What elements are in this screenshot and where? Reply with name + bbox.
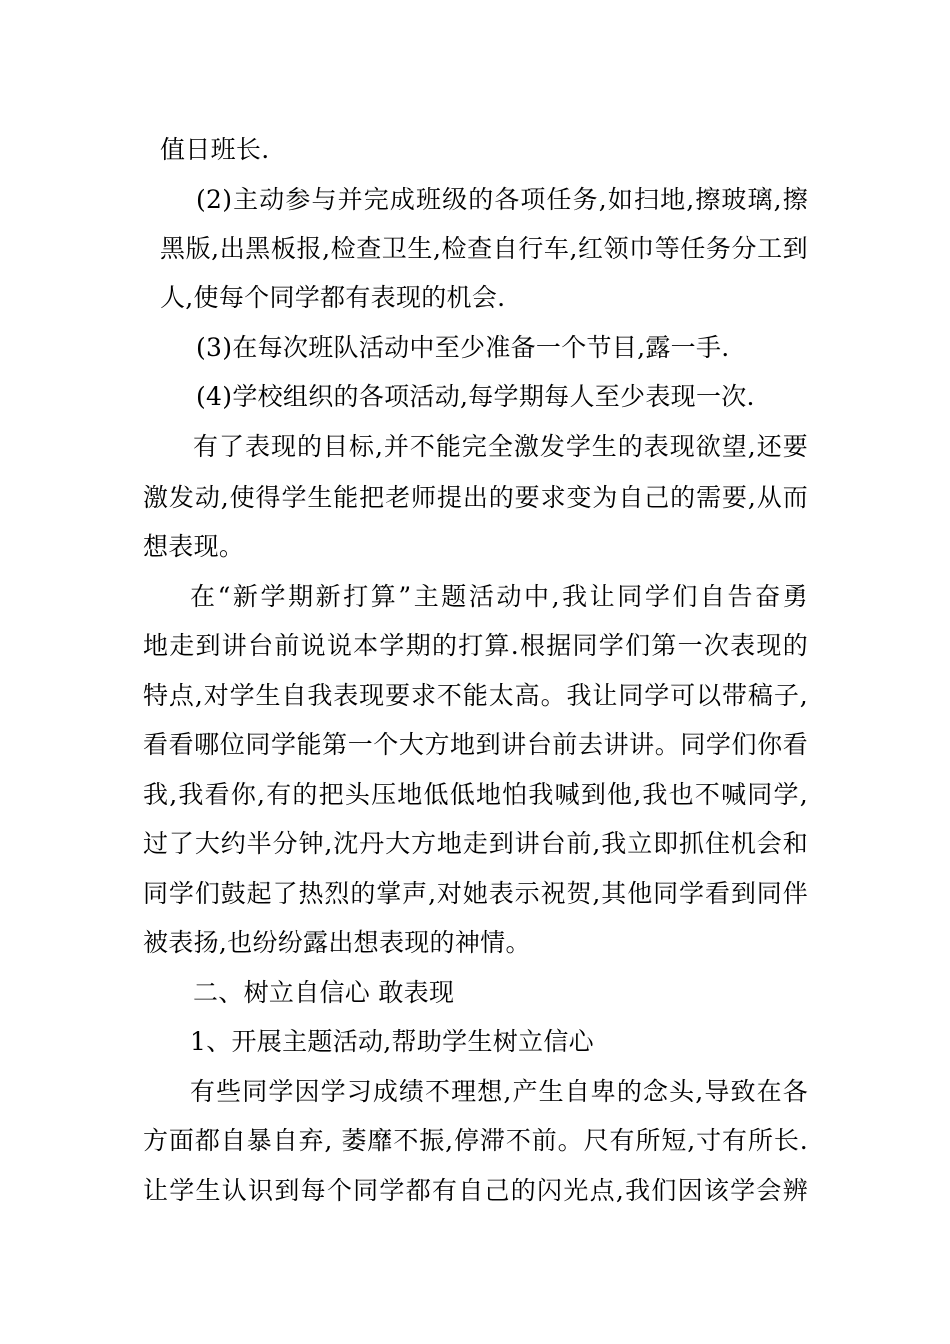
text-line-14: 我,我看你,有的把头压地低低地怕我喊到他,我也不喊同学, <box>143 780 808 809</box>
text-line-9: 想表现。 <box>143 532 245 561</box>
text-line-7: 有了表现的目标,并不能完全激发学生的表现欲望,还要 <box>193 432 808 461</box>
text-line-21: 方面都自暴自弃, 萎靡不振,停滞不前。尺有所短,寸有所长. <box>143 1126 808 1155</box>
text-line-5: (3)在每次班队活动中至少准备一个节目,露一手. <box>196 333 730 362</box>
text-line-16: 同学们鼓起了热烈的掌声,对她表示祝贺,其他同学看到同伴 <box>143 879 808 908</box>
text-line-20: 有些同学因学习成绩不理想,产生自卑的念头,导致在各 <box>190 1077 808 1106</box>
text-line-12: 特点,对学生自我表现要求不能太高。我让同学可以带稿子, <box>143 681 808 710</box>
text-line-1: 值日班长. <box>160 135 270 164</box>
section-heading: 二、树立自信心 敢表现 <box>193 978 455 1007</box>
text-line-17: 被表扬,也纷纷露出想表现的神情。 <box>143 928 531 957</box>
subsection-heading: 1、开展主题活动,帮助学生树立信心 <box>190 1027 594 1056</box>
text-line-6: (4)学校组织的各项活动,每学期每人至少表现一次. <box>196 382 755 411</box>
text-line-13: 看看哪位同学能第一个大方地到讲台前去讲讲。同学们你看 <box>143 730 808 759</box>
text-line-3: 黑版,出黑板报,检查卫生,检查自行车,红领巾等任务分工到 <box>160 234 808 263</box>
text-line-2: (2)主动参与并完成班级的各项任务,如扫地,擦玻璃,擦 <box>196 185 808 214</box>
text-line-22: 让学生认识到每个同学都有自己的闪光点,我们因该学会辨 <box>143 1176 808 1205</box>
text-line-15: 过了大约半分钟,沈丹大方地走到讲台前,我立即抓住机会和 <box>143 829 808 858</box>
text-line-11: 地走到讲台前说说本学期的打算.根据同学们第一次表现的 <box>143 631 808 660</box>
text-line-4: 人,使每个同学都有表现的机会. <box>160 283 506 312</box>
text-line-8: 激发动,使得学生能把老师提出的要求变为自己的需要,从而 <box>143 483 808 512</box>
text-line-10: 在“新学期新打算”主题活动中,我让同学们自告奋勇 <box>190 582 808 611</box>
